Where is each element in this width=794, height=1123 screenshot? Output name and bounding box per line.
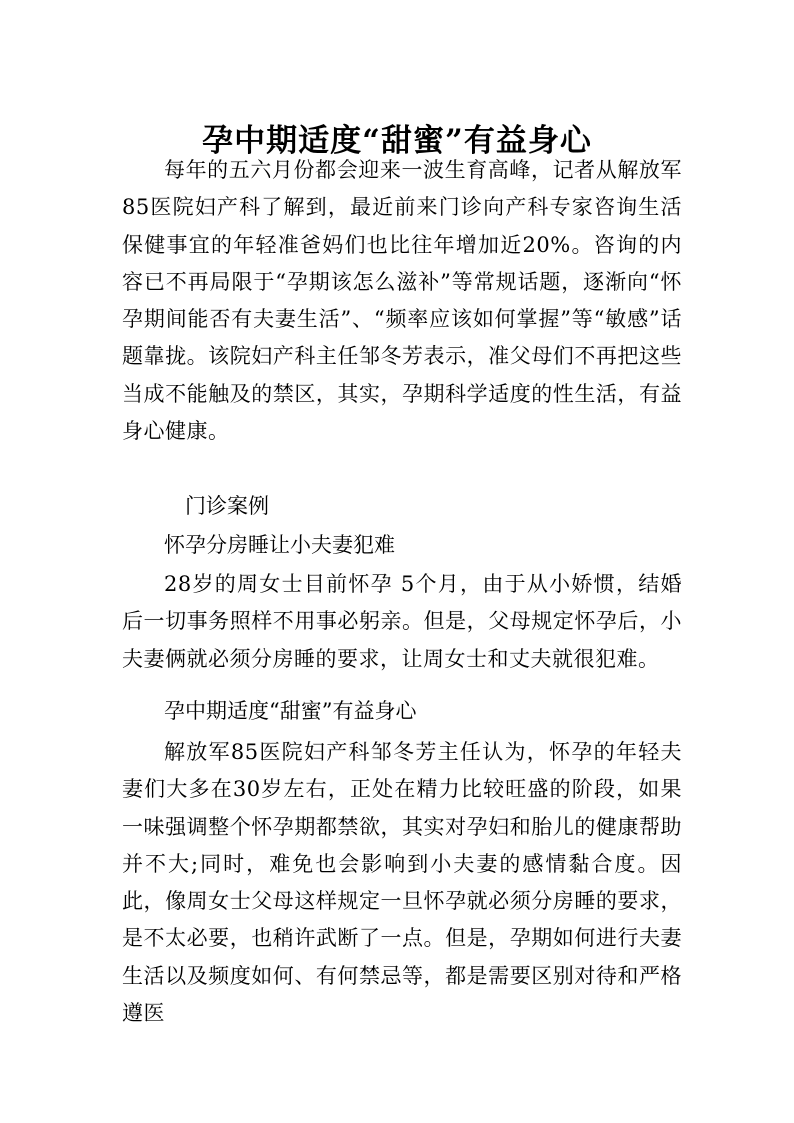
subheading-separate-rooms: 怀孕分房睡让小夫妻犯难 <box>164 533 395 557</box>
expert-paragraph: 解放军85医院妇产科邹冬芳主任认为，怀孕的年轻夫妻们大多在30岁左右，正处在精力比较旺盛的阶段，如果一味强调整个怀孕期都禁欲，其实对孕妇和胎儿的健康帮助并不大;同时，难免也会影响到小夫妻的感情黏合度。因此，像周女士父母这样规定一旦怀孕就必须分房睡的要求，是不太必要，也稍许武断了一点。但是，孕期如何进行夫妻生活以及频度如何、有何禁忌等，都是需要区别对待和严格遵医 <box>122 740 682 1026</box>
subheading-moderate-sweetness: 孕中期适度“甜蜜”有益身心 <box>164 699 417 723</box>
section-heading-case: 门诊案例 <box>185 494 269 518</box>
case-paragraph: 28岁的周女士目前怀孕 5个月，由于从小娇惯，结婚后一切事务照样不用事必躬亲。但是，父母规定怀孕后，小夫妻俩就必须分房睡的要求，让周女士和丈夫就很犯难。 <box>122 572 682 671</box>
intro-paragraph: 每年的五六月份都会迎来一波生育高峰，记者从解放军85医院妇产科了解到，最近前来门诊向产科专家咨询生活保健事宜的年轻准爸妈们也比往年增加近20%。咨询的内容已不再局限于“孕期该怎么滋补”等常规话题，逐渐向“怀孕期间能否有夫妻生活”、“频率应该如何掌握”等“敏感”话题靠拢。该院妇产科主任邹冬芳表示，准父母们不再把这些当成不能触及的禁区，其实，孕期科学适度的性生活，有益身心健康。 <box>122 158 682 444</box>
document-title: 孕中期适度“甜蜜”有益身心 <box>202 122 592 159</box>
